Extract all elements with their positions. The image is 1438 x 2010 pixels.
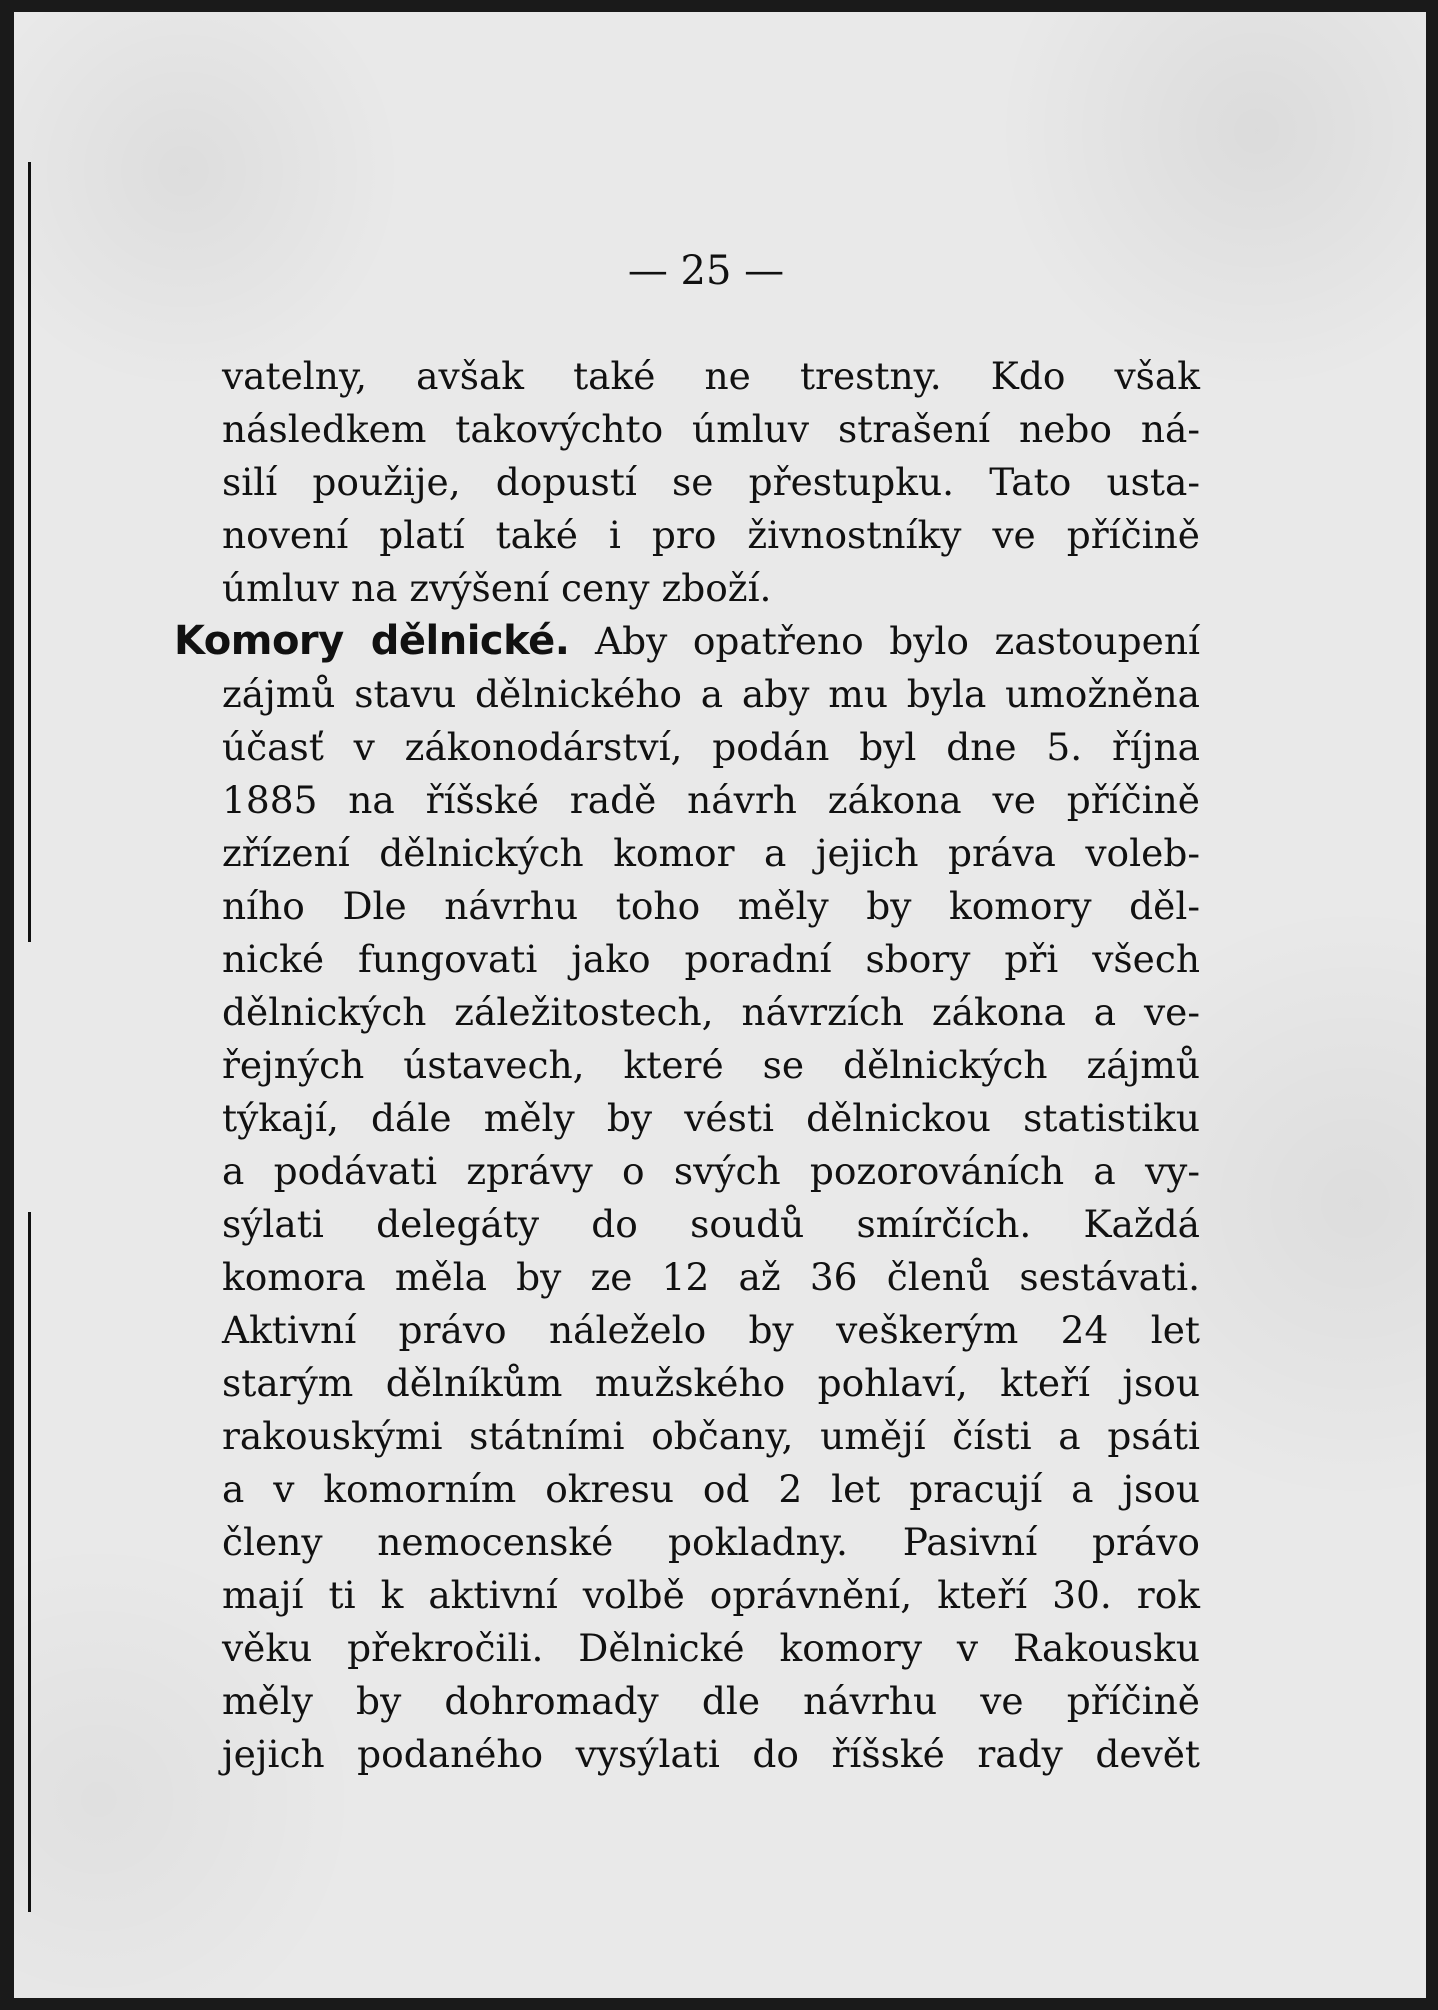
text-line: účasť v zákonodárství, podán byl dne 5. října: [222, 725, 1200, 769]
text-line: dělnických záležitostech, návrzích zákona a ve-: [222, 990, 1200, 1034]
text-line: řejných ústavech, které se dělnických zájmů: [222, 1043, 1200, 1087]
text-line: a v komorním okresu od 2 let pracují a jsou: [222, 1467, 1200, 1511]
text-line: členy nemocenské pokladny. Pasivní právo: [222, 1520, 1200, 1564]
text-line: týkají, dále měly by vésti dělnickou statistiku: [222, 1096, 1200, 1140]
text-line: a podávati zprávy o svých pozorováních a vy-: [222, 1149, 1200, 1193]
text-line: věku překročili. Dělnické komory v Rakousku: [222, 1626, 1200, 1670]
text-line: nické fungovati jako poradní sbory při všech: [222, 937, 1200, 981]
text-line: mají ti k aktivní volbě oprávnění, kteří 30. rok: [222, 1573, 1200, 1617]
book-page: [14, 12, 1426, 1998]
body-text: [174, 350, 1200, 1781]
text-line: následkem takovýchto úmluv strašení nebo ná-: [222, 407, 1200, 451]
text-line: Aby opatřeno bylo zastoupení: [569, 619, 1200, 663]
text-line: 1885 na říšské radě návrh zákona ve příčině: [222, 778, 1200, 822]
text-line: Aktivní právo náleželo by veškerým 24 let: [222, 1308, 1200, 1352]
text-line: sýlati delegáty do soudů smírčích. Každá: [222, 1202, 1200, 1246]
section-heading: Komory dělnické.: [174, 618, 570, 664]
text-line: ního Dle návrhu toho měly by komory děl-: [222, 884, 1200, 928]
text-line: zájmů stavu dělnického a aby mu byla umožněna: [222, 672, 1200, 716]
text-line: starým dělníkům mužského pohlaví, kteří jsou: [222, 1361, 1200, 1405]
text-line: vatelny, avšak také ne trestny. Kdo však: [222, 354, 1200, 398]
text-line: zřízení dělnických komor a jejich práva voleb-: [222, 831, 1200, 875]
text-line: jejich podaného vysýlati do říšské rady devět: [222, 1732, 1200, 1776]
page-number: — 25 —: [627, 248, 785, 294]
text-line: rakouskými státními občany, umějí čísti a psáti: [222, 1414, 1200, 1458]
section-heading-line: [174, 615, 1200, 668]
text-line: silí použije, dopustí se přestupku. Tato usta-: [222, 460, 1200, 504]
text-line: komora měla by ze 12 až 36 členů sestávati.: [222, 1255, 1200, 1299]
page-edge-shadow-lower: [14, 1212, 31, 1912]
text-line: úmluv na zvýšení ceny zboží.: [222, 566, 772, 610]
text-line: novení platí také i pro živnostníky ve příčině: [222, 513, 1200, 557]
text-line: měly by dohromady dle návrhu ve příčině: [222, 1679, 1200, 1723]
